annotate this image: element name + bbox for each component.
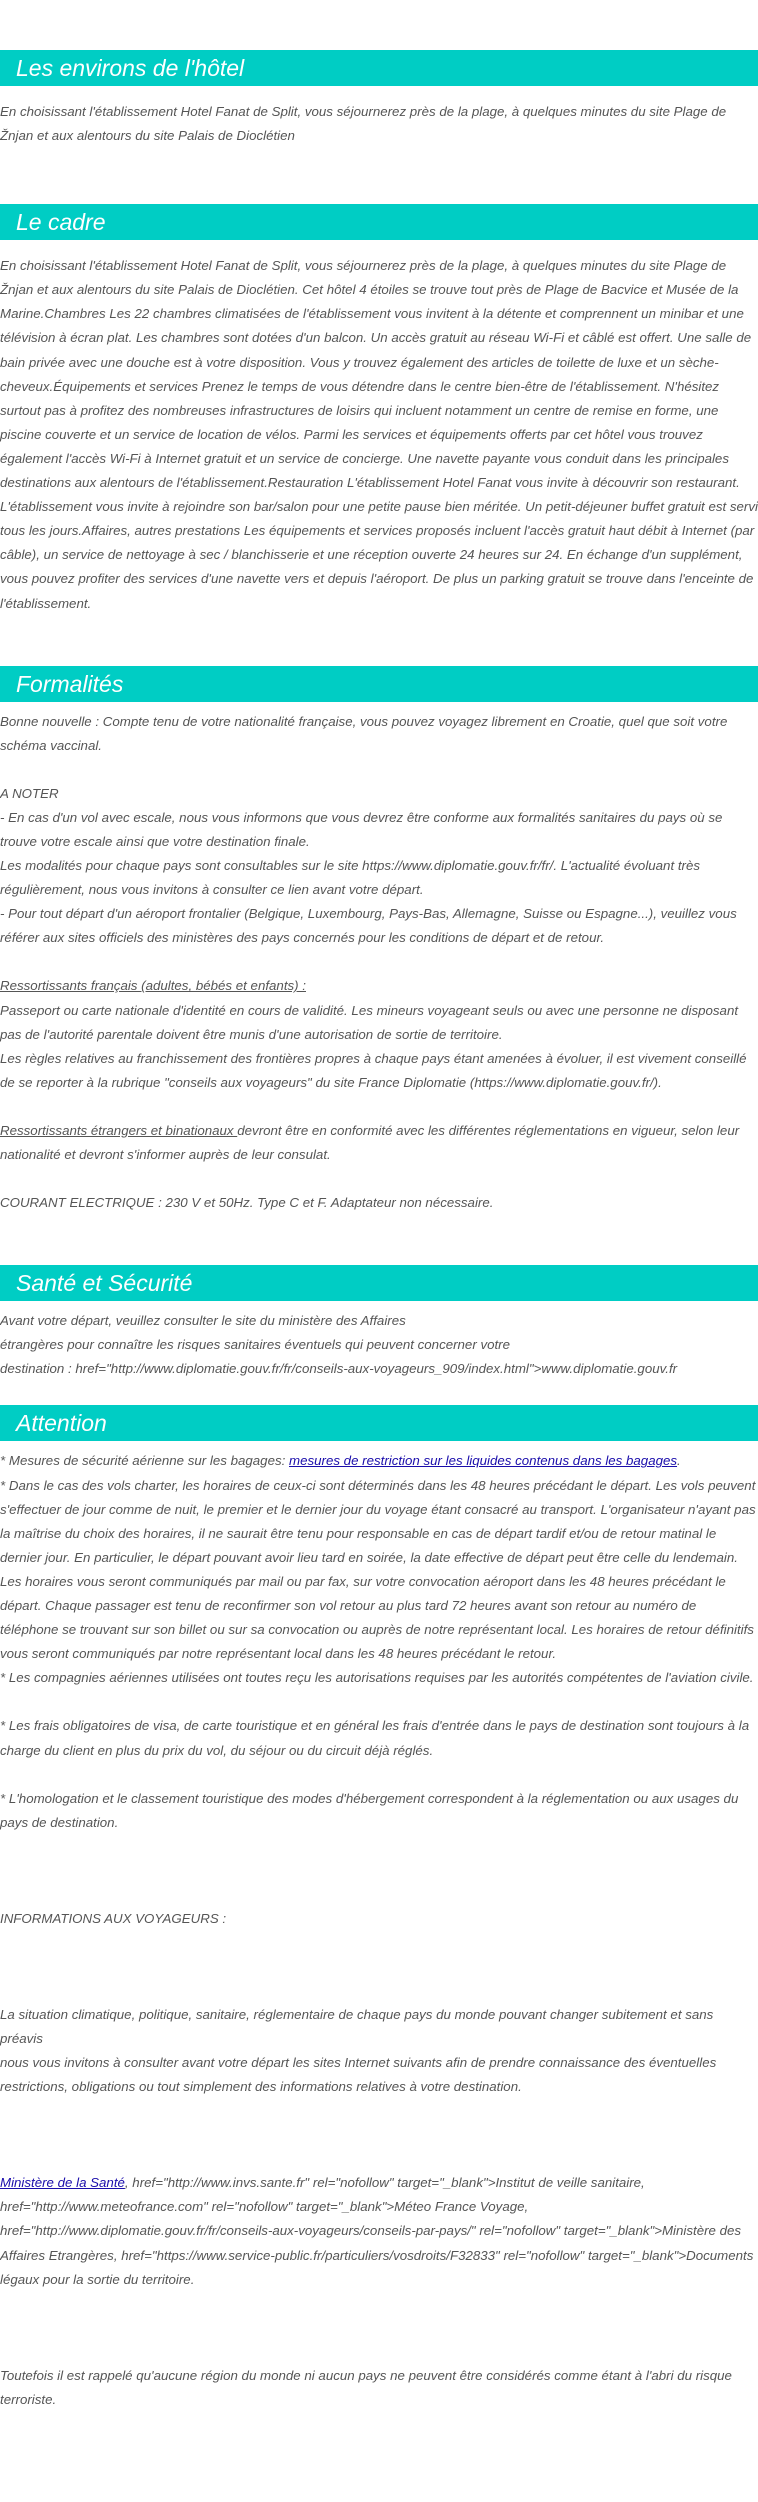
environs-text: En choisissant l'établissement Hotel Fanat de Split, vous séjournerez près de la plage, à quelques minutes du site Plage de Žnjan et aux alentours du site Palais de Dioclétien	[0, 104, 727, 144]
section-title-attention: Attention	[0, 1405, 758, 1441]
sante-line-1: Avant votre départ, veuillez consulter le site du ministère des Affaires	[0, 1313, 406, 1329]
cadre-text: En choisissant l'établissement Hotel Fanat de Split, vous séjournerez près de la plage, à quelques minutes du site Plage de Žnjan et aux alentours du site Palais de Dioclétien. Cet hôtel 4 étoiles se trouve tout près de Plage de Bacvice et Musée de la Marine.Chambres Les 22 chambres climatisées de l'établissement vous invitent à la détente et comprennent un minibar et une télévision à écran plat. Les chambres sont dotées d'un balcon. Un accès gratuit au réseau Wi-Fi et câblé est offert. Une salle de bain privée avec une douche est à votre disposition. Vous y trouvez également des articles de toilette de luxe et un sèche-cheveux.Équipements et services Prenez le temps de vous détendre dans le centre bien-être de l'établissement. N'hésitez surtout pas à profitez des nombreuses infrastructures de loisirs qui incluent notamment un centre de remise en forme, une piscine couverte et un service de location de vélos. Parmi les services et équipements offerts par cet hôtel vous trouvez également l'accès Wi-Fi à Internet gratuit et un service de concierge. Une navette payante vous conduit dans les principales destinations aux alentours de l'établissement.Restauration L'établissement Hotel Fanat vous invite à découvrir son restaurant. L'établissement vous invite à rejoindre son bar/salon pour une petite pause bien méritée. Un petit-déjeuner buffet gratuit est servi tous les jours.Affaires, autres prestations Les équipements et services proposés incluent l'accès gratuit haut débit à Internet (par câble), un service de nettoyage à sec / blanchisserie et une réception ouverte 24 heures sur 24. En échange d'un supplément, vous pouvez profiter des services d'une navette vers et depuis l'aéroport. De plus un parking gratuit se trouve dans l'enceinte de l'établissement.	[0, 258, 758, 611]
section-environs	[0, 0, 758, 148]
courant-electrique: COURANT ELECTRIQUE : 230 V et 50Hz. Type C et F. Adaptateur non nécessaire.	[0, 1195, 494, 1211]
formalites-content	[0, 710, 758, 1216]
section-cadre	[0, 148, 758, 615]
bagages-notice	[0, 1449, 758, 1473]
ressortissants-etrangers-text: devront être en conformité avec les différentes réglementations en vigueur, selon leur nationalité et devront s'informer auprès de leur consulat.	[0, 1122, 740, 1162]
attention-content	[0, 1449, 758, 2411]
sites-links	[0, 2171, 758, 2291]
bagages-restriction-link[interactable]: mesures de restriction sur les liquides contenus dans les bagages	[289, 1453, 678, 1469]
section-sante	[0, 1215, 758, 1381]
section-formalites	[0, 616, 758, 1216]
formalites-good-news: Bonne nouvelle : Compte tenu de votre nationalité française, vous pouvez voyagez librement en Croatie, quel que soit votre schéma vaccinal.	[0, 713, 728, 753]
section-attention	[0, 1381, 758, 2411]
section-title-sante: Santé et Sécurité	[0, 1265, 758, 1301]
sante-content	[0, 1309, 758, 1381]
sites-links-text: , href="http://www.invs.sante.fr" rel="nofollow" target="_blank">Institut de veille sanitaire, href="http://www.meteofrance.com" rel="nofollow" target="_blank">Méteo France Voyage, href="http://www.diplomatie.gouv.fr/fr/conseils-aux-voyageurs/conseils-par-pays/" rel="nofollow" target="_blank">Ministère des Affaires Etrangères, href="https://www.service-public.fr/particuliers/vosdroits/F32833" rel="nofollow" target="_blank">Documents légaux pour la sortie du territoire.	[0, 2175, 754, 2287]
a-noter-heading: A NOTER	[0, 785, 59, 801]
situation-text-2: nous vous invitons à consulter avant votre départ les sites Internet suivants afin de prendre connaissance des éventuelles restrictions, obligations ou tout simplement des informations relatives à votre destination.	[0, 2055, 717, 2095]
terrorisme-notice: Toutefois il est rappelé qu'aucune région du monde ni aucun pays ne peuvent être considérés comme étant à l'abri du risque terroriste.	[0, 2367, 732, 2407]
ressortissants-francais-text-2: Les règles relatives au franchissement des frontières propres à chaque pays étant amenées à évoluer, il est vivement conseillé de se reporter à la rubrique "conseils aux voyageurs" du site France Diplomatie (https://www.diplomatie.gouv.fr/).	[0, 1050, 747, 1090]
note-escale: - En cas d'un vol avec escale, nous vous informons que vous devrez être conforme aux formalités sanitaires du pays où se trouve votre escale ainsi que votre destination finale.	[0, 809, 723, 849]
infos-voyageurs-heading: INFORMATIONS AUX VOYAGEURS :	[0, 1910, 227, 1926]
situation-text-1: La situation climatique, politique, sanitaire, réglementaire de chaque pays du monde pouvant changer subitement et sans préavis	[0, 2006, 714, 2046]
frais-notice: * Les frais obligatoires de visa, de carte touristique et en général les frais d'entrée dans le pays de destination sont toujours à la charge du client en plus du prix du vol, du séjour ou du circuit déjà réglés.	[0, 1718, 750, 1758]
note-modalites: Les modalités pour chaque pays sont consultables sur le site https://www.diplomatie.gouv.fr/fr/. L'actualité évoluant très régulièrement, nous vous invitons à consulter ce lien avant votre départ.	[0, 858, 701, 898]
section-title-cadre: Le cadre	[0, 204, 758, 240]
homologation-notice: * L'homologation et le classement touristique des modes d'hébergement correspondent à la réglementation ou aux usages du pays de destination.	[0, 1790, 739, 1830]
section-title-environs: Les environs de l'hôtel	[0, 50, 758, 86]
sante-line-2: étrangères pour connaître les risques sanitaires éventuels qui peuvent concerner votre	[0, 1337, 511, 1353]
bagages-suffix: .	[677, 1453, 681, 1469]
ressortissants-etrangers	[0, 1119, 758, 1167]
bagages-prefix: * Mesures de sécurité aérienne sur les bagages:	[0, 1453, 289, 1469]
charter-notice: * Dans le cas des vols charter, les horaires de ceux-ci sont déterminés dans les 48 heures précédant le départ. Les vols peuvent s'effectuer de jour comme de nuit, le premier et le dernier jour du voyage étant consacré au transport. L'organisateur n'ayant pas la maîtrise du choix des horaires, il ne saurait être tenu pour responsable en cas de départ tardif et/ou de retour matinal le dernier jour. En particulier, le départ pouvant avoir lieu tard en soirée, la date effective de départ peut être celle du lendemain. Les horaires vous seront communiqués par mail ou par fax, sur votre convocation aéroport dans les 48 heures précédant le départ. Chaque passager est tenu de reconfirmer son vol retour au plus tard 72 heures avant son retour au numéro de téléphone se trouvant sur son billet ou sur sa convocation ou auprès de notre représentant local. Les horaires de retour définitifs vous seront communiqués par notre représentant local dans les 48 heures précédant le retour.	[0, 1477, 756, 1662]
ressortissants-francais-heading: Ressortissants français (adultes, bébés et enfants) :	[0, 978, 306, 994]
compagnies-notice: * Les compagnies aériennes utilisées ont toutes reçu les autorisations requises par les autorités compétentes de l'aviation civile.	[0, 1670, 754, 1686]
sante-line-3: destination : href="http://www.diplomatie.gouv.fr/fr/conseils-aux-voyageurs_909/index.html">www.diplomatie.gouv.fr	[0, 1361, 678, 1377]
ministere-sante-link[interactable]: Ministère de la Santé	[0, 2175, 125, 2191]
ressortissants-etrangers-heading: Ressortissants étrangers et binationaux	[0, 1122, 238, 1138]
note-aeroport-frontalier: - Pour tout départ d'un aéroport frontalier (Belgique, Luxembourg, Pays-Bas, Allemagne, Suisse ou Espagne...), veuillez vous référer aux sites officiels des ministères des pays concernés pour les conditions de départ et de retour.	[0, 906, 737, 946]
section-title-formalites: Formalités	[0, 666, 758, 702]
ressortissants-francais-text-1: Passeport ou carte nationale d'identité en cours de validité. Les mineurs voyageant seuls ou avec une personne ne disposant pas de l'autorité parentale doivent être munis d'une autorisation de sortie de territoire.	[0, 1002, 739, 1042]
